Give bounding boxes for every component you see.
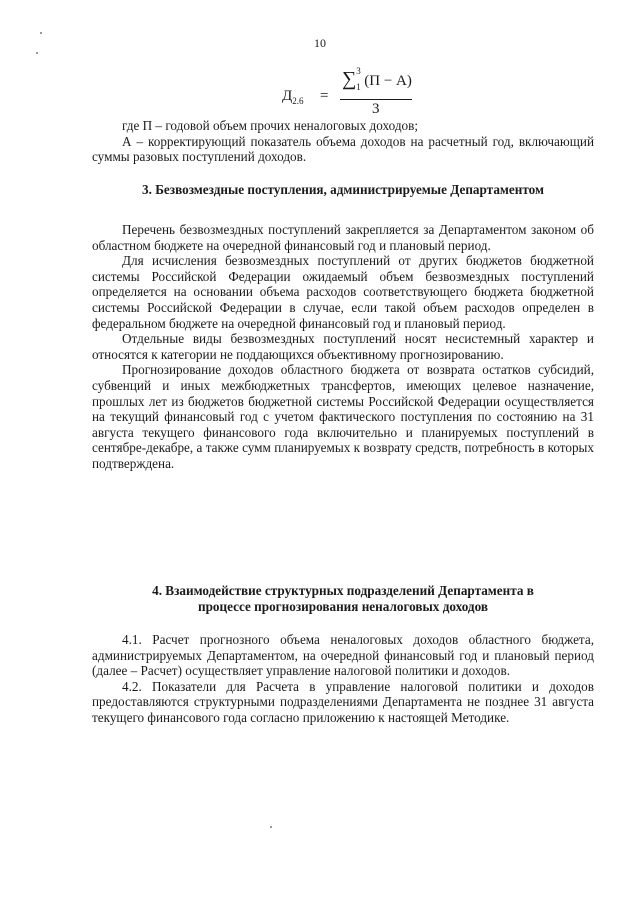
definition-p: где П – годовой объем прочих неналоговых доходов; [122,118,419,133]
paragraph: Отдельные виды безвозмездных поступлений носят несистемный характер и относятся к категории не поддающихся объективному прогнозированию. [92,331,594,362]
scan-speck [36,52,38,54]
paragraph: Для исчисления безвозмездных поступлений от других бюджетов бюджетной системы Российской Федерации ожидаемый объем безвозмездных поступлений определяется на основании объема расходов соответствующего бюджета бюджетной системы Российской Федерации в случае, если такой объем расходов определен в федеральном бюджете на очередной финансовый год и плановый период. [92,253,594,331]
formula-denominator: 3 [372,101,380,117]
section-4-body [92,632,594,726]
scan-speck [270,826,272,828]
page-number: 10 [314,36,326,50]
definition-a: А – корректирующий показатель объема доходов на расчетный год, включающий суммы разовых поступлений доходов. [92,133,594,165]
section-4-title-line2: процессе прогнозирования неналоговых доходов [198,599,488,614]
fraction-bar [340,99,412,100]
section-4-title [92,583,594,615]
paragraph: 4.2. Показатели для Расчета в управление налоговой политики и доходов предоставляются структурными подразделениями Департамента не позднее 31 августа текущего финансового года согласно приложению к настоящей Методике. [92,678,594,725]
formula [282,62,462,120]
formula-equals: = [320,88,329,104]
scan-speck [40,32,42,34]
section-3-body [92,222,594,472]
paragraph: Перечень безвозмездных поступлений закрепляется за Департаментом законом об областном бюджете на очередной финансовый год и плановый период. [92,222,594,253]
paragraph: Прогнозирование доходов областного бюджета от возврата остатков субсидий, субвенций и иных межбюджетных трансфертов, имеющих целевое назначение, прошлых лет из бюджетов бюджетной системы Российской Федерации осуществляется на текущий финансовый год с учетом фактического поступления по состоянию на 31 августа текущего финансового года включительно и планируемых поступлений в сентябре-декабре, а также сумм планируемых к возврату средств, потребность в которых подтверждена. [92,362,594,471]
formula-numerator: ∑ 3 1 (П − А) [342,66,412,92]
section-3-title: 3. Безвозмездные поступления, администрируемые Департаментом [142,182,544,197]
paragraph: 4.1. Расчет прогнозного объема неналоговых доходов областного бюджета, администрируемых Департаментом, на очередной финансовый год и плановый период (далее – Расчет) осуществляет управление налоговой политики и доходов. [92,632,594,679]
section-4-title-line1: 4. Взаимодействие структурных подразделений Департамента в [152,583,534,598]
formula-lhs: $Д_{2.6}$ [282,88,304,106]
formula-definitions [92,118,594,165]
